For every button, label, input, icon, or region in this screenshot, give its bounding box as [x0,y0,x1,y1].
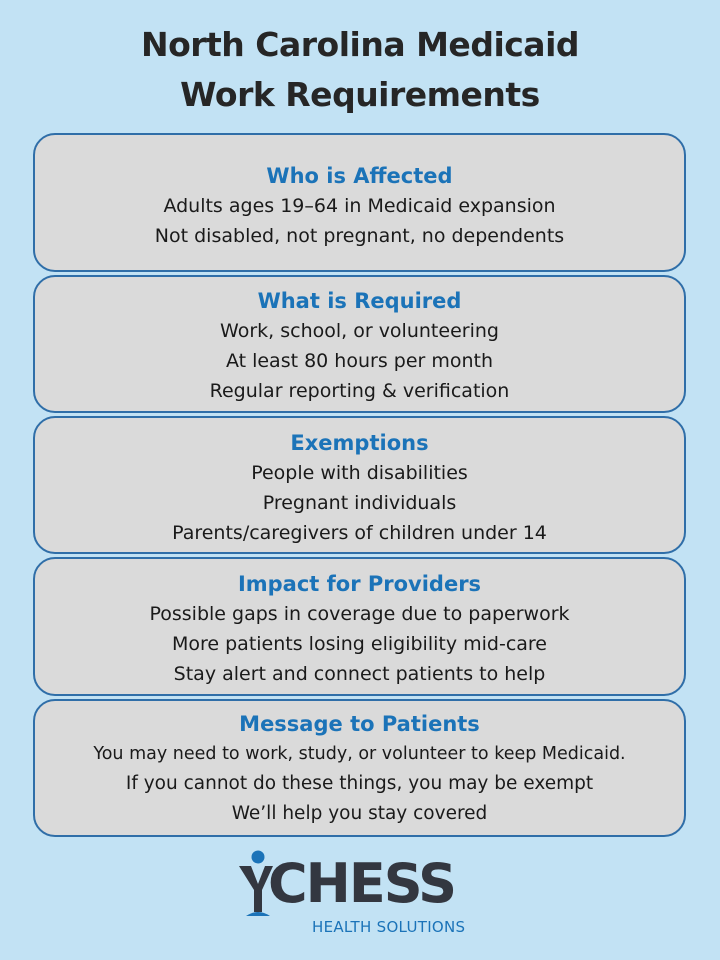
section-line: Pregnant individuals [262,492,457,514]
section-heading: Message to Patients [239,712,480,736]
section-heading: Exemptions [290,431,429,455]
section-heading: Who is Affected [266,164,453,188]
section-message-to-patients [33,699,686,837]
section-heading: What is Required [257,289,462,313]
section-who-is-affected [33,133,686,272]
section-line: More patients losing eligibility mid-care [171,633,547,655]
chess-health-solutions-logo [238,850,488,940]
title-line-2: Work Requirements [180,75,540,114]
section-line: Parents/caregivers of children under 14 [172,522,547,544]
section-line: At least 80 hours per month [225,350,494,372]
title-line-1: North Carolina Medicaid [140,25,580,64]
section-line: We’ll help you stay covered [231,803,488,824]
section-impact-for-providers [33,557,686,696]
section-line: Stay alert and connect patients to help [173,663,546,685]
section-line: You may need to work, study, or volunteer to keep Medicaid. [93,744,626,764]
section-line: Possible gaps in coverage due to paperwork [149,603,570,625]
section-line: Work, school, or volunteering [220,320,499,342]
section-line: People with disabilities [251,462,468,484]
section-heading: Impact for Providers [237,572,482,596]
section-what-is-required [33,275,686,413]
page-title [0,20,720,120]
section-line: Not disabled, not pregnant, no dependents [154,225,565,247]
section-line: Adults ages 19–64 in Medicaid expansion [163,195,556,217]
logo-subtitle: HEALTH SOLUTIONS [312,918,466,936]
logo-wordmark: CHESS [268,852,456,915]
section-line: If you cannot do these things, you may be exempt [125,773,594,794]
section-line: Regular reporting & verification [209,380,510,402]
section-exemptions [33,416,686,554]
